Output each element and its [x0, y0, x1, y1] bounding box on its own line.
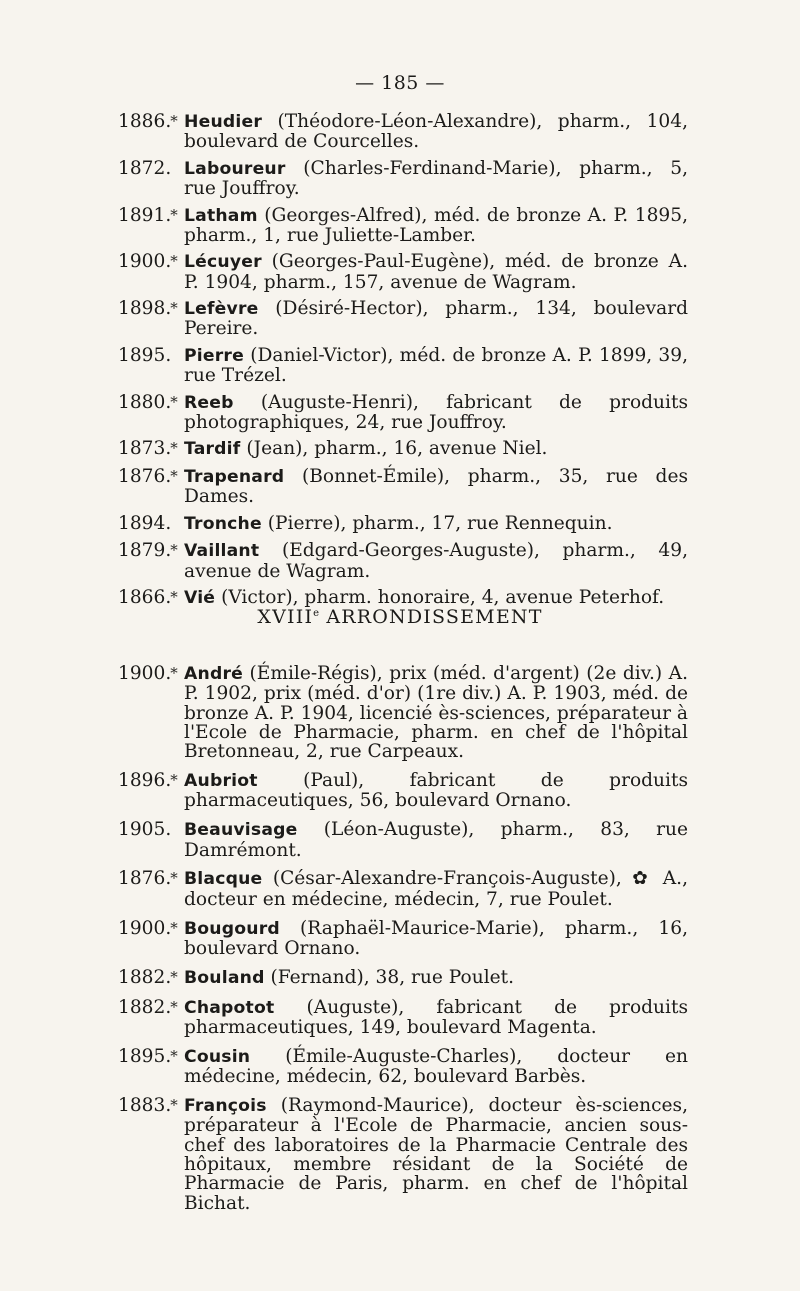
asterisk-mark: *: [170, 664, 178, 682]
entry-year: 1882.: [118, 996, 172, 1018]
entry-name: Lefèvre: [184, 299, 259, 320]
entry-year: 1876.: [118, 465, 172, 487]
entry-year: 1866.: [118, 587, 172, 608]
asterisk-mark: *: [170, 918, 178, 937]
asterisk-mark: *: [170, 967, 178, 986]
entry-text: [184, 919, 688, 959]
asterisk-mark: *: [170, 392, 178, 411]
entry-name: Cousin: [184, 1046, 251, 1067]
entry-details: (Théodore-Léon-Alexandre), pharm., 104, boulevard de Courcelles.: [184, 111, 688, 153]
section-title: ARRONDISSEMENT: [326, 606, 543, 628]
entry-year: 1882.: [118, 966, 172, 988]
entry-year: 1900.: [118, 663, 172, 684]
entry-year: 1900.: [118, 917, 172, 939]
list-item: [118, 514, 688, 534]
entry-details: (Auguste), fabricant de produits pharmaceutiques, 149, boulevard Magenta.: [184, 996, 688, 1039]
entry-text: [184, 1096, 688, 1213]
entry-text: [184, 346, 688, 386]
entry-details: (Victor), pharm. honoraire, 4, avenue Peterhof.: [221, 587, 665, 608]
asterisk-mark: *: [170, 205, 178, 224]
asterisk-mark: *: [170, 541, 178, 560]
entry-text: [184, 998, 688, 1038]
entry-text: [184, 1047, 688, 1087]
entry-year: 1879.: [118, 540, 172, 562]
list-item: [118, 159, 688, 199]
asterisk-mark: *: [170, 299, 178, 318]
asterisk-mark: [164, 820, 184, 860]
asterisk-mark: *: [170, 771, 178, 790]
entry-details: (Jean), pharm., 16, avenue Niel.: [246, 438, 548, 460]
section-suffix: e: [313, 608, 320, 619]
entry-details: (Daniel-Victor), méd. de bronze A. P. 1899, 39, rue Trézel.: [184, 344, 688, 387]
entry-text: [184, 541, 688, 581]
entry-name: Bougourd: [184, 918, 280, 939]
asterisk-mark: *: [170, 466, 178, 485]
entry-name: Beauvisage: [184, 820, 298, 841]
entry-year: 1896.: [118, 770, 172, 792]
list-item: [118, 998, 688, 1038]
entry-details: (Charles-Ferdinand-Marie), pharm., 5, rue Jouffroy.: [184, 157, 688, 200]
entry-details: (Bonnet-Émile), pharm., 35, rue des Dames.: [184, 465, 688, 508]
entry-text: [184, 820, 688, 860]
entry-text: [184, 869, 688, 909]
entry-year: 1905.: [118, 819, 172, 841]
entry-details: (Georges-Alfred), méd. de bronze A. P. 1895, pharm., 1, rue Juliette-Lamber.: [184, 204, 688, 246]
entry-name: Aubriot: [184, 771, 258, 792]
entry-text: [184, 439, 688, 459]
entry-text: [184, 252, 688, 292]
asterisk-mark: *: [170, 1096, 178, 1115]
entry-year: 1895.: [118, 1045, 172, 1067]
asterisk-mark: [164, 159, 184, 199]
entry-text: [184, 393, 688, 433]
entry-text: [184, 112, 688, 152]
entry-name: Vaillant: [184, 541, 260, 562]
entry-year: 1898.: [118, 298, 172, 320]
entry-name: Blacque: [184, 869, 263, 890]
entry-name: Pierre: [184, 345, 244, 366]
entry-name: Latham: [184, 205, 258, 226]
list-item: [118, 439, 688, 459]
entry-year: 1883.: [118, 1095, 172, 1117]
entry-details: (Fernand), 38, rue Poulet.: [270, 966, 515, 988]
list-item: [118, 919, 688, 959]
entry-details: (Raymond-Maurice), docteur ès-sciences, préparateur à l'Ecole de Pharmacie, ancien sous-chef des laboratoires de la Pharmacie Centrale des hôpitaux, membre résidant de la Société de Pharmacie de Paris, pharm. en chef de l'hôpital Bichat.: [184, 1095, 688, 1214]
entry-name: Lécuyer: [184, 252, 262, 273]
entry-name: André: [184, 664, 243, 684]
list-item: [118, 467, 688, 507]
list-item: [118, 206, 688, 246]
asterisk-mark: *: [170, 869, 178, 888]
entry-details: (Émile-Auguste-Charles), docteur en médecine, médecin, 62, boulevard Barbès.: [184, 1045, 688, 1088]
entry-name: Reeb: [184, 392, 234, 413]
entry-year: 1895.: [118, 344, 172, 366]
entry-year: 1886.: [118, 111, 172, 132]
asterisk-mark: *: [170, 588, 178, 606]
entries-list-xviii: [118, 664, 688, 1222]
list-item: [118, 1096, 688, 1213]
entry-year: 1900.: [118, 251, 172, 273]
entry-details: (Edgard-Georges-Auguste), pharm., 49, avenue de Wagram.: [184, 540, 688, 582]
entry-name: Bouland: [184, 967, 265, 988]
entry-year: 1876.: [118, 868, 172, 890]
asterisk-mark: *: [170, 997, 178, 1016]
entry-year: 1894.: [118, 512, 172, 534]
list-item: [118, 112, 688, 152]
entry-name: Tardif: [184, 439, 241, 460]
entry-text: [184, 159, 688, 199]
entry-name: Tronche: [184, 513, 262, 534]
list-item: [118, 820, 688, 860]
list-item: [118, 664, 688, 761]
list-item: [118, 869, 688, 909]
entry-year: 1880.: [118, 391, 172, 413]
entry-details: (César-Alexandre-François-Auguste), ✿ A., docteur en médecine, médecin, 7, rue Poulet.: [184, 868, 688, 910]
asterisk-mark: *: [170, 1046, 178, 1065]
entry-name: Laboureur: [184, 158, 286, 179]
entry-name: Trapenard: [184, 466, 285, 487]
entry-text: [184, 206, 688, 246]
entry-name: Vié: [184, 588, 216, 608]
asterisk-mark: *: [170, 439, 178, 458]
entry-name: Chapotot: [184, 997, 275, 1018]
entry-text: [184, 664, 688, 761]
entry-text: [184, 771, 688, 811]
entry-details: (Léon-Auguste), pharm., 83, rue Damrémont.: [184, 819, 688, 861]
section-heading: [0, 606, 800, 628]
list-item: [118, 299, 688, 339]
entry-text: [184, 467, 688, 507]
asterisk-mark: *: [170, 252, 178, 271]
entry-details: (Émile-Régis), prix (méd. d'argent) (2e div.) A. P. 1902, prix (méd. d'or) (1re div.) A. P. 1903, méd. de bronze A. P. 1904, licencié ès-sciences, préparateur à l'Ecole de Pharmacie, pharm. en chef de l'hôpital Bretonneau, 2, rue Carpeaux.: [184, 663, 688, 763]
list-item: [118, 393, 688, 433]
list-item: [118, 252, 688, 292]
entry-year: 1891.: [118, 204, 172, 226]
page-number: — 185 —: [355, 72, 445, 94]
list-item: [118, 968, 688, 988]
asterisk-mark: [164, 514, 184, 534]
entry-text: [184, 299, 688, 339]
list-item: [118, 346, 688, 386]
entry-name: François: [184, 1096, 267, 1117]
entry-details: (Paul), fabricant de produits pharmaceutiques, 56, boulevard Ornano.: [184, 770, 688, 812]
entry-text: [184, 514, 688, 534]
entry-details: (Raphaël-Maurice-Marie), pharm., 16, boulevard Ornano.: [184, 917, 688, 959]
entry-year: 1872.: [118, 157, 172, 179]
asterisk-mark: *: [170, 112, 178, 130]
section-roman: XVIII: [257, 606, 314, 628]
list-item: [118, 541, 688, 581]
list-item: [118, 1047, 688, 1087]
entry-details: (Auguste-Henri), fabricant de produits photographiques, 24, rue Jouffroy.: [184, 391, 688, 433]
entry-details: (Georges-Paul-Eugène), méd. de bronze A. P. 1904, pharm., 157, avenue de Wagram.: [184, 251, 688, 293]
entry-text: [184, 968, 688, 988]
entries-list-xvii: [118, 112, 688, 615]
entry-details: (Désiré-Hector), pharm., 134, boulevard Pereire.: [184, 298, 688, 340]
asterisk-mark: [164, 346, 184, 386]
entry-year: 1873.: [118, 438, 172, 460]
entry-name: Heudier: [184, 112, 263, 132]
entry-details: (Pierre), pharm., 17, rue Rennequin.: [267, 512, 613, 534]
list-item: [118, 771, 688, 811]
